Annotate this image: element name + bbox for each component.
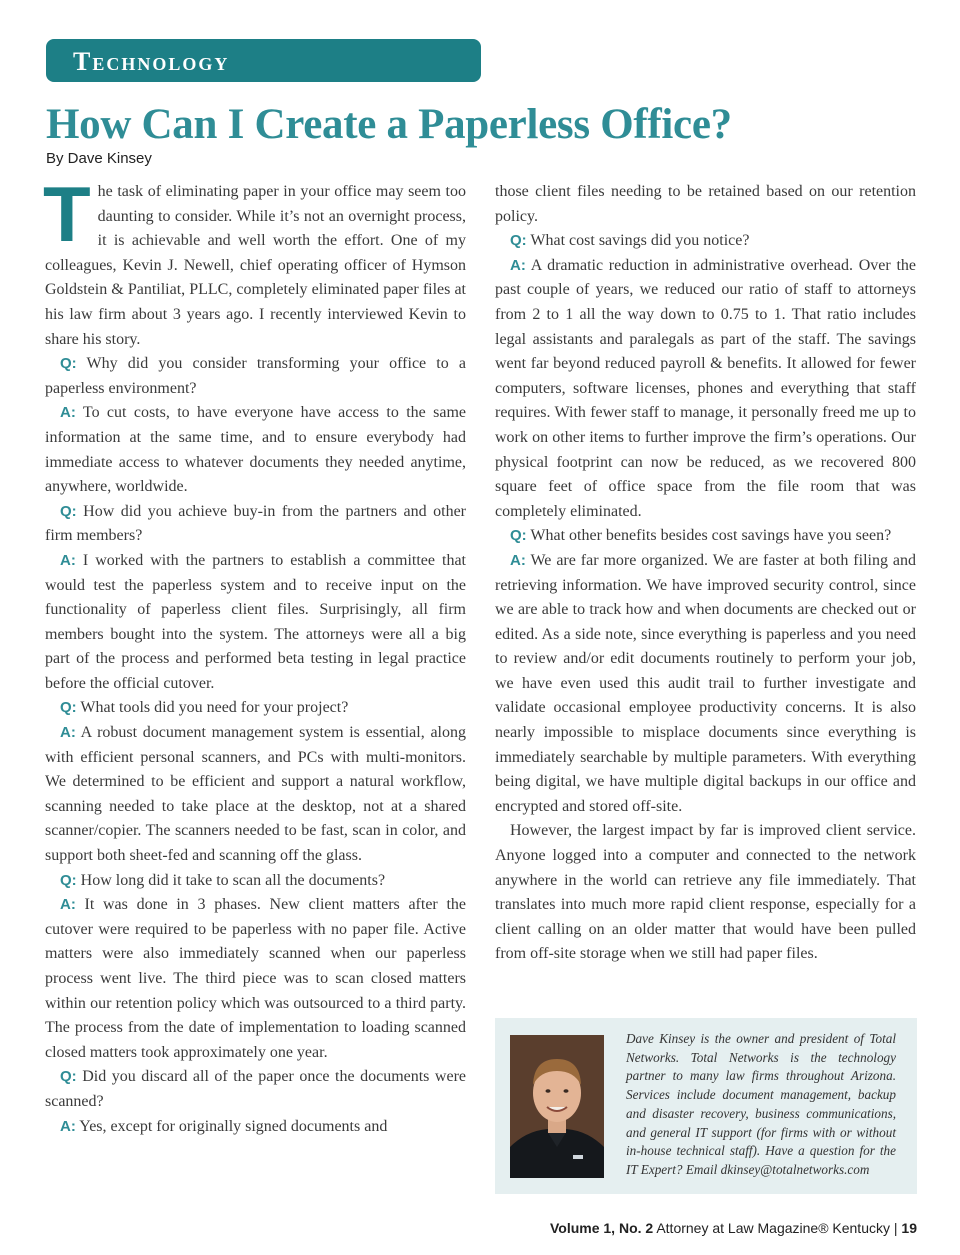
intro-paragraph bbox=[43, 170, 466, 352]
q-label: Q: bbox=[510, 527, 527, 545]
intro-text: he task of eliminating paper in your office may seem too daunting to consider. While it’s not an overnight process, it is achievable and well worth the effort. One of my colleagues, Kevin J. Newell, chief operating officer of Hymson Goldstein & Pantiliat, PLLC, completely eliminated paper files at his law firm about 3 years ago. I recently interviewed Kevin to share his story. bbox=[45, 183, 466, 348]
article-column-right bbox=[495, 180, 916, 967]
answer-text: It was done in 3 phases. New client matters after the cutover were required to be paperless with no paper file. Active matters were also immediately scanned when our paperless process went live. The third piece was to scan closed matters within our retention policy which was outsourced to a third party. The process from the date of implementation to loading scanned closed matters took approximately one year. bbox=[45, 896, 467, 1061]
author-portrait-icon bbox=[510, 1035, 604, 1178]
q-label: Q: bbox=[60, 871, 77, 889]
question bbox=[45, 869, 466, 894]
a-label: A: bbox=[60, 404, 76, 422]
question bbox=[45, 1065, 466, 1114]
byline: By Dave Kinsey bbox=[46, 150, 152, 167]
q-label: Q: bbox=[60, 355, 77, 373]
a-label: A: bbox=[60, 896, 76, 914]
q-label: Q: bbox=[60, 1068, 77, 1086]
a-label: A: bbox=[510, 256, 526, 274]
footer-volume: Volume 1, No. 2 bbox=[549, 1220, 654, 1236]
question-text: Did you discard all of the paper once the documents were scanned? bbox=[45, 1068, 467, 1110]
author-photo bbox=[510, 1035, 604, 1178]
question-text: What tools did you need for your project? bbox=[80, 699, 349, 717]
answer bbox=[45, 893, 466, 1065]
question-text: What other benefits besides cost savings have you seen? bbox=[530, 527, 892, 545]
question-text: Why did you consider transforming your office to a paperless environment? bbox=[45, 355, 466, 397]
answer bbox=[495, 254, 916, 525]
author-bio-text: Dave Kinsey is the owner and president of Total Networks. Total Networks is the technology partner to many law firms throughout Arizona. Services include document management, backup and disaster recovery, business communications, and general IT support (for firms with or without in-house technical staff). Have a question for the IT Expert? Email dkinsey@totalnetworks.com bbox=[626, 1031, 896, 1177]
question bbox=[45, 500, 466, 549]
q-label: Q: bbox=[60, 502, 77, 520]
closing-paragraph: However, the largest impact by far is improved client service. Anyone logged into a computer and connected to the network anywhere in the world can retrieve any file immediately. That translates into much more rapid client response, especially for a client calling on an older matter that would have been pulled from off-site storage when we still had paper files. bbox=[495, 822, 916, 963]
a-label: A: bbox=[60, 724, 76, 742]
page-footer bbox=[550, 1220, 917, 1236]
question bbox=[495, 524, 916, 549]
question bbox=[45, 696, 466, 721]
a-label: A: bbox=[60, 551, 76, 569]
question-text: What cost savings did you notice? bbox=[530, 232, 750, 250]
question bbox=[495, 229, 916, 254]
q-label: Q: bbox=[510, 232, 527, 250]
footer-separator: | bbox=[893, 1220, 898, 1236]
article-headline: How Can I Create a Paperless Office? bbox=[46, 101, 732, 148]
answer-text: We are far more organized. We are faster at both filing and retrieving information. We have improved security control, since we are able to track how and when documents are checked out or edited. As a side note, since everything is paperless and you need to review and/or edit documents routinely to perform your job, we have even used this audit trail to further investigate and validate occasional employee productivity concerns. It is also nearly impossible to misplace documents since everything is immediately searchable by multiple parameters. With everything being digital, we have multiple digital backups in our office and encrypted and stored off-site. bbox=[495, 551, 916, 815]
a-label: A: bbox=[510, 551, 526, 569]
section-tab bbox=[46, 39, 481, 82]
answer-text: I worked with the partners to establish a committee that would test the paperless system and to receive input on the functionality of paperless client files. Surprisingly, all firm members bought into the system. The attorneys were all a big part of the process and performed beta testing in legal practice before the official cutover. bbox=[45, 551, 466, 692]
answer bbox=[495, 549, 916, 820]
question-text: How did you achieve buy-in from the partners and other firm members? bbox=[45, 502, 466, 545]
answer bbox=[45, 721, 466, 869]
page-number: 19 bbox=[901, 1220, 917, 1236]
a-label: A: bbox=[60, 1117, 76, 1135]
answer bbox=[45, 549, 466, 697]
question-text: How long did it take to scan all the documents? bbox=[80, 871, 386, 889]
answer-text: A dramatic reduction in administrative overhead. Over the past couple of years, we reduced our ratio of staff to attorneys from 2 to 1 all the way down to 0.75 to 1. That ratio includes legal assistants and paralegals as part of the staff. The savings went far beyond reduced payroll & benefits. It allowed for fewer computers, software licenses, phones and everything that staff requires. With fewer staff to manage, it personally freed me up to work on other items to further improve the firm’s operations. Our physical footprint can now be reduced, as we recovered 800 square feet of office space from the file room that was completely eliminated. bbox=[495, 256, 917, 520]
author-bio-box bbox=[495, 1018, 917, 1194]
section-label: Technology bbox=[73, 47, 230, 76]
question bbox=[45, 352, 466, 401]
answer bbox=[45, 1115, 466, 1140]
answer-continuation: those client files needing to be retained based on our retention policy. bbox=[495, 183, 916, 225]
footer-magazine: Attorney at Law Magazine® Kentucky bbox=[656, 1220, 890, 1236]
article-column-left bbox=[43, 170, 467, 1139]
answer-text: A robust document management system is essential, along with efficient personal scanners, and PCs with multi-monitors. We determined to be efficient and support a natural workflow, scanning needed to take place at the desktop, not at a shared scanner/copier. The scanners needed to be fast, scan in color, and support both sheet-fed and scanning off the glass. bbox=[45, 724, 466, 865]
answer bbox=[45, 401, 466, 499]
answer-text: To cut costs, to have everyone have access to the same information at the same time, and to ensure everybody had immediate access to whatever documents they needed anytime, anywhere, worldwide. bbox=[45, 404, 466, 496]
answer-text: Yes, except for originally signed documents and bbox=[79, 1117, 388, 1135]
drop-cap: T bbox=[43, 170, 91, 258]
q-label: Q: bbox=[60, 699, 77, 717]
